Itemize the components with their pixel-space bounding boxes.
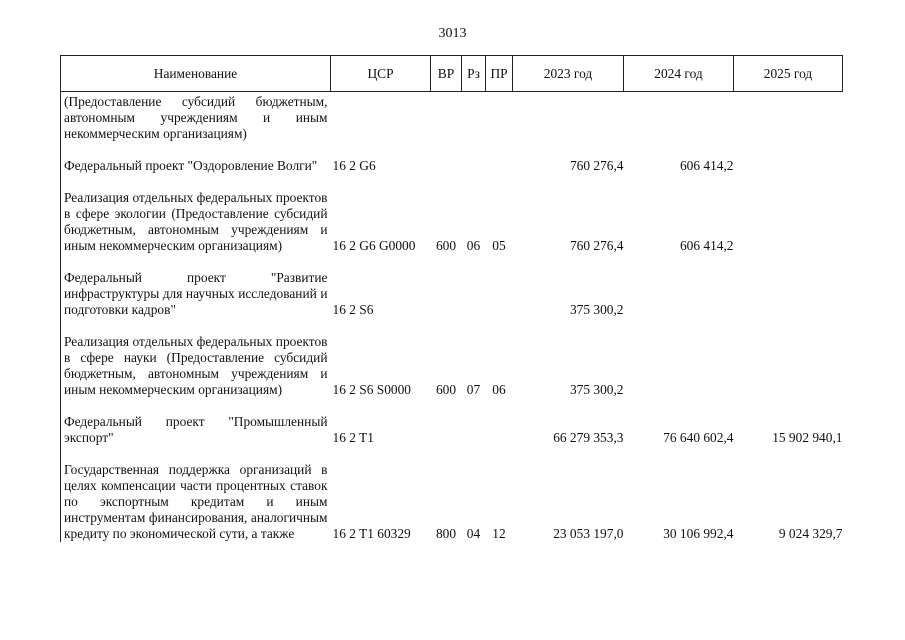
row-2024 bbox=[624, 92, 734, 143]
row-csr: 16 2 T1 bbox=[332, 430, 374, 445]
table-row bbox=[61, 460, 843, 542]
table-body bbox=[61, 92, 843, 543]
row-name: Реализация отдельных федеральных проектов в сфере науки (Предоставление субсидий бюджетным, автономным учреждениям и иным некоммерческим организациям) bbox=[61, 332, 331, 398]
row-2023: 760 276,4 bbox=[569, 238, 624, 253]
header-vr: ВР bbox=[431, 56, 462, 92]
row-csr: 16 2 S6 S0000 bbox=[332, 382, 411, 397]
header-pr: ПР bbox=[486, 56, 513, 92]
row-2023 bbox=[513, 92, 624, 143]
row-2025 bbox=[734, 332, 843, 398]
row-rz: 07 bbox=[466, 382, 481, 397]
row-spacer bbox=[61, 446, 843, 460]
row-pr: 06 bbox=[492, 382, 506, 397]
row-2023: 760 276,4 bbox=[569, 158, 624, 173]
row-2025: 15 902 940,1 bbox=[772, 430, 843, 445]
row-name: Реализация отдельных федеральных проектов в сфере экологии (Предоставление субсидий бюджетным, автономным учреждениям и иным некоммерческим организациям) bbox=[61, 188, 331, 254]
row-2024: 30 106 992,4 bbox=[663, 526, 734, 541]
row-2023: 23 053 197,0 bbox=[553, 526, 624, 541]
row-csr: 16 2 T1 60329 bbox=[332, 526, 411, 541]
table-row bbox=[61, 412, 843, 446]
row-2025 bbox=[734, 188, 843, 254]
row-rz: 06 bbox=[466, 238, 481, 253]
row-pr bbox=[486, 268, 513, 318]
header-2025: 2025 год bbox=[734, 56, 843, 92]
row-2024: 606 414,2 bbox=[679, 158, 734, 173]
table-header bbox=[61, 56, 843, 92]
row-csr: 16 2 S6 bbox=[332, 302, 374, 317]
row-2024: 606 414,2 bbox=[679, 238, 734, 253]
row-spacer bbox=[61, 142, 843, 156]
row-2025 bbox=[734, 92, 843, 143]
row-name: Федеральный проект "Промышленный экспорт" bbox=[61, 412, 331, 446]
header-2023: 2023 год bbox=[513, 56, 624, 92]
table-row bbox=[61, 156, 843, 174]
header-name: Наименование bbox=[61, 56, 331, 92]
row-2023: 66 279 353,3 bbox=[553, 430, 624, 445]
row-name: Государственная поддержка организаций в целях компенсации части процентных ставок по экспортным кредитам и иным инструментам финансирования, аналогичным кредиту по экономической сути, а также bbox=[61, 460, 331, 542]
row-rz bbox=[462, 92, 486, 143]
row-rz bbox=[462, 156, 486, 174]
budget-table bbox=[60, 55, 843, 542]
table-row bbox=[61, 268, 843, 318]
row-2024: 76 640 602,4 bbox=[663, 430, 734, 445]
row-rz: 04 bbox=[466, 526, 481, 541]
page-number: 3013 bbox=[438, 26, 467, 41]
row-spacer bbox=[61, 398, 843, 412]
row-pr bbox=[486, 156, 513, 174]
row-name: Федеральный проект "Оздоровление Волги" bbox=[61, 156, 331, 174]
row-vr bbox=[431, 412, 462, 446]
row-vr bbox=[431, 156, 462, 174]
row-vr bbox=[431, 268, 462, 318]
row-spacer bbox=[61, 174, 843, 188]
table-row bbox=[61, 188, 843, 254]
row-2023: 375 300,2 bbox=[569, 382, 624, 397]
row-csr: 16 2 G6 G0000 bbox=[332, 238, 416, 253]
row-vr: 600 bbox=[435, 238, 457, 253]
row-2025: 9 024 329,7 bbox=[778, 526, 843, 541]
row-pr bbox=[486, 412, 513, 446]
row-2025 bbox=[734, 156, 843, 174]
row-2024 bbox=[624, 268, 734, 318]
row-vr bbox=[431, 92, 462, 143]
row-pr: 12 bbox=[492, 526, 506, 541]
row-csr: 16 2 G6 bbox=[332, 158, 376, 173]
row-vr: 800 bbox=[435, 526, 457, 541]
row-spacer bbox=[61, 254, 843, 268]
row-name: Федеральный проект "Развитие инфраструктуры для научных исследований и подготовки кадров" bbox=[61, 268, 331, 318]
header-csr: ЦСР bbox=[331, 56, 431, 92]
row-rz bbox=[462, 412, 486, 446]
row-2023: 375 300,2 bbox=[569, 302, 624, 317]
row-2025 bbox=[734, 268, 843, 318]
row-rz bbox=[462, 268, 486, 318]
row-csr bbox=[331, 92, 431, 143]
header-2024: 2024 год bbox=[624, 56, 734, 92]
row-pr: 05 bbox=[492, 238, 506, 253]
table-row bbox=[61, 92, 843, 143]
row-name: (Предоставление субсидий бюджетным, автономным учреждениям и иным некоммерческим организациям) bbox=[61, 92, 331, 143]
row-2024 bbox=[624, 332, 734, 398]
row-pr bbox=[486, 92, 513, 143]
row-spacer bbox=[61, 318, 843, 332]
header-rz: Рз bbox=[462, 56, 486, 92]
row-vr: 600 bbox=[435, 382, 457, 397]
table-row bbox=[61, 332, 843, 398]
